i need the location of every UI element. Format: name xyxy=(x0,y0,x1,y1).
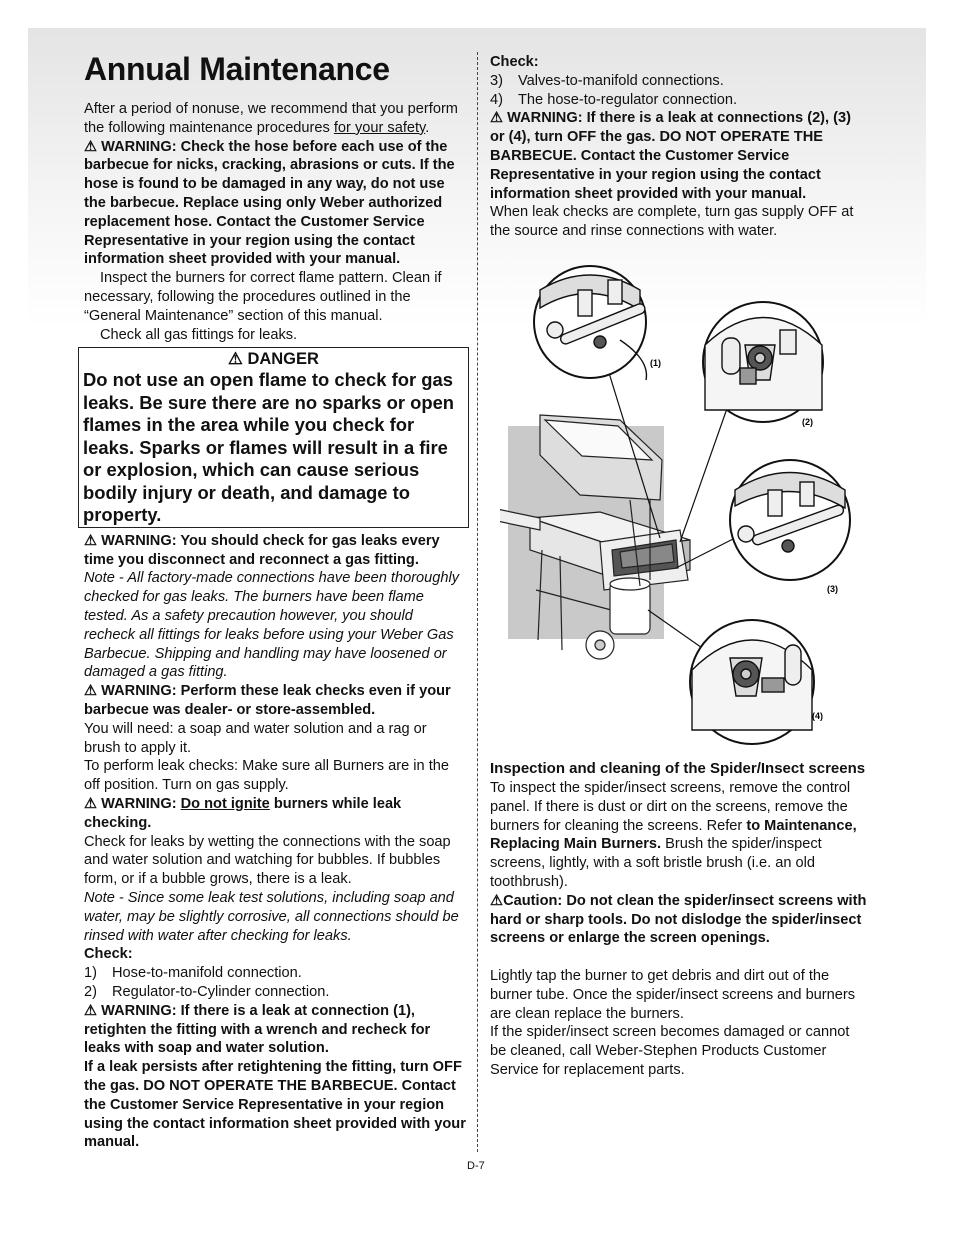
check-label: Check: xyxy=(84,946,133,963)
warning-disconnect: ⚠ WARNING: You should check for gas leaks every time you disconnect and reconnect a gas fitting. xyxy=(84,532,440,568)
warning-triangle-icon: ⚠ xyxy=(84,532,98,549)
list-item: 2) Regulator-to-Cylinder connection. xyxy=(84,983,330,1000)
figure-label-2: (2) xyxy=(802,417,813,427)
danger-box xyxy=(78,347,469,528)
spider-screens-heading: Inspection and cleaning of the Spider/Insect screens xyxy=(490,759,866,777)
page-title: Annual Maintenance xyxy=(84,51,390,87)
warning-triangle-icon: ⚠ xyxy=(84,138,98,155)
inspect-burners-text: Inspect the burners for correct flame pattern. Clean if necessary, following the procedures outlined in the “General Maintenance” section of this manual. xyxy=(84,270,442,324)
leak-persists-text: If a leak persists after retightening the fitting, turn OFF the gas. DO NOT OPERATE THE BARBECUE. Contact the Customer Service Representative in your region using the contact information sheet provided with your manual. xyxy=(84,1059,466,1151)
list-item: 4) The hose-to-regulator connection. xyxy=(490,91,738,108)
warning-triangle-icon: ⚠ xyxy=(84,683,98,700)
note-corrosive: Note - Since some leak test solutions, including soap and water, may be slightly corrosive, all connections should be rinsed with water after checking for leaks. xyxy=(84,890,459,944)
figure-label-4: (4) xyxy=(812,711,823,721)
intro-paragraph: After a period of nonuse, we recommend that you perform the following maintenance procedures for your safety. xyxy=(84,101,458,136)
check-fittings-text: Check all gas fittings for leaks. xyxy=(100,326,298,343)
danger-heading: ⚠ DANGER xyxy=(228,350,319,369)
warning-dealer: ⚠ WARNING: Perform these leak checks even if your barbecue was dealer- or store-assembled. xyxy=(84,683,451,719)
figure-label-3: (3) xyxy=(827,584,838,594)
warning-connections-234: ⚠ WARNING: If there is a leak at connections (2), (3) or (4), turn OFF the gas. DO NOT OPERATE THE BARBECUE. Contact the Customer Service Representative in your region using the contact information sheet provided with your manual. xyxy=(490,110,851,202)
check-label: Check: xyxy=(490,54,539,70)
spider-inspect-text: To inspect the spider/insect screens, remove the control panel. If there is dust or dirt on the screens, remove the burners for cleaning the screens. Refer to Maintenance, Replacing Main Burners. Brush the spider/inspect screens, lightly, with a soft bristle brush (i.e. an old toothbrush). xyxy=(490,779,857,890)
column-divider xyxy=(477,52,478,1152)
warning-triangle-icon: ⚠ xyxy=(490,892,504,909)
warning-hose: ⚠ WARNING: Check the hose before each use of the barbecue for nicks, cracking, abrasions or cuts. If the hose is found to be damaged in any way, do not use the barbecue. Replace using only Weber authorized replacement hose. Contact the Customer Service Representative in your region using the contact information sheet provided with your manual. xyxy=(84,138,455,268)
caution-text: ⚠Caution: Do not clean the spider/insect screens with hard or sharp tools. Do not dislodge the spider/insect screens or enlarge the screen openings. xyxy=(490,892,867,947)
warning-triangle-icon: ⚠ xyxy=(84,1002,98,1019)
list-item: 3) Valves-to-manifold connections. xyxy=(490,72,724,89)
warning-triangle-icon: ⚠ xyxy=(228,350,243,369)
leak-checks-complete-text: When leak checks are complete, turn gas supply OFF at the source and rinse connections with water. xyxy=(490,204,854,240)
list-item: 1) Hose-to-manifold connection. xyxy=(84,965,302,982)
note-factory: Note - All factory-made connections have been thoroughly checked for gas leaks. The burners have been flame tested. As a safety precaution however, you should recheck all fittings for leaks before using your Weber Gas Barbecue. Shipping and handling may have loosened or damaged a gas fitting. xyxy=(84,570,460,681)
perform-checks-text: To perform leak checks: Make sure all Burners are in the off position. Turn on gas supply. xyxy=(84,758,449,794)
leak-check-illustration xyxy=(500,250,870,750)
warning-triangle-icon: ⚠ xyxy=(490,110,504,127)
detail-circle-3 xyxy=(730,460,850,594)
page-number: D-7 xyxy=(467,1160,485,1172)
detail-circle-4 xyxy=(690,620,823,744)
left-column xyxy=(84,50,466,1152)
detail-circle-1 xyxy=(534,266,661,380)
screen-damaged-text: If the spider/insect screen becomes damaged or cannot be cleaned, call Weber-Stephen Products Customer Service for replacement parts. xyxy=(490,1024,850,1078)
detail-circle-2 xyxy=(703,302,823,427)
tap-burner-text: Lightly tap the burner to get debris and dirt out of the burner tube. Once the spider/insect screens and burners are clean replace the burners. xyxy=(490,967,856,1022)
figure-label-1: (1) xyxy=(650,358,661,368)
check-for-leaks-text: Check for leaks by wetting the connections with the soap and water solution and watching for bubbles. If bubbles form, or if a bubble grows, there is a leak. xyxy=(84,833,451,888)
warning-connection-1: ⚠ WARNING: If there is a leak at connection (1), retighten the fitting with a wrench and recheck for leaks with soap and water solution. xyxy=(84,1002,431,1057)
warning-triangle-icon: ⚠ xyxy=(84,796,98,813)
blank-line xyxy=(490,948,868,967)
danger-text: Do not use an open flame to check for gas leaks. Be sure there are no sparks or open flames in the area while you check for leaks. Sparks or flames will result in a fire or explosion, which can cause serious bodily injury or death, and damage to property. xyxy=(83,369,455,526)
warning-ignite: ⚠ WARNING: Do not ignite burners while leak checking. xyxy=(84,796,402,831)
you-will-need-text: You will need: a soap and water solution and a rag or brush to apply it. xyxy=(84,720,427,756)
safety-link: for your safety xyxy=(333,119,426,136)
